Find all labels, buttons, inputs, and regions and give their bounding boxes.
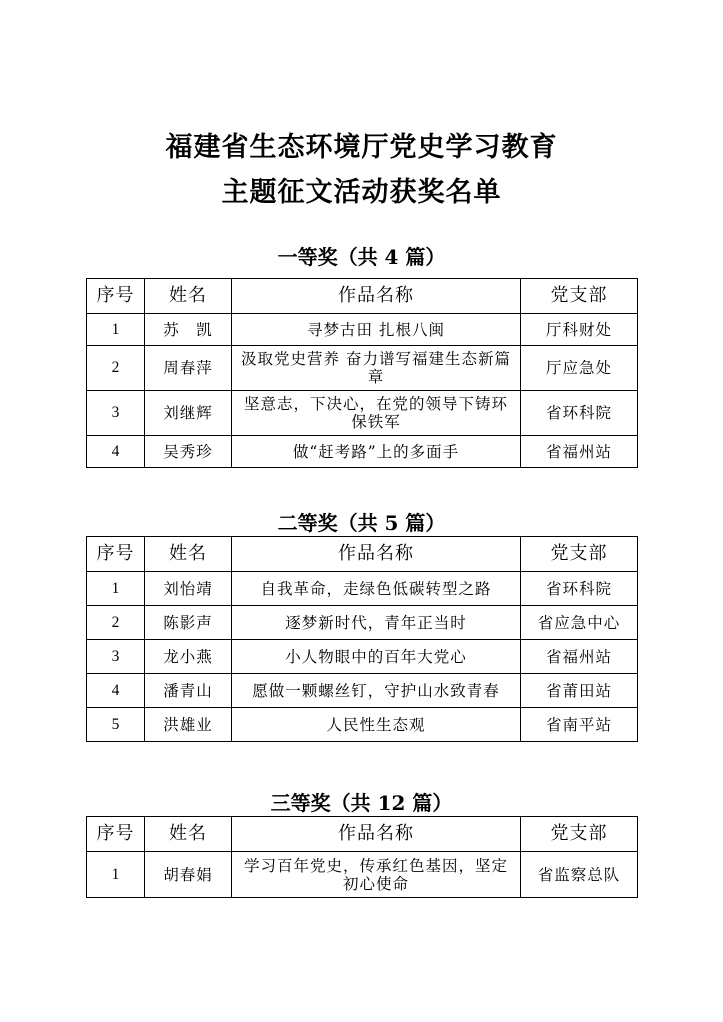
- row-branch: 省莆田站: [521, 674, 638, 708]
- row-index: 1: [87, 314, 145, 346]
- header-name: 姓名: [145, 537, 232, 572]
- row-branch: 厅应急处: [521, 346, 638, 391]
- section-heading-second-prize: 二等奖（共 5 篇）: [277, 511, 446, 535]
- row-index: 4: [87, 436, 145, 468]
- row-name: 苏 凯: [145, 314, 232, 346]
- row-work: 做“赶考路”上的多面手: [232, 436, 521, 468]
- row-index: 3: [87, 640, 145, 674]
- header-name: 姓名: [145, 279, 232, 314]
- row-name: 刘继辉: [145, 391, 232, 436]
- row-index: 4: [87, 674, 145, 708]
- header-branch: 党支部: [521, 537, 638, 572]
- row-work: 寻梦古田 扎根八闽: [232, 314, 521, 346]
- table-row: [87, 314, 638, 346]
- table-header-row: [87, 537, 638, 572]
- row-name: 刘怡靖: [145, 572, 232, 606]
- row-branch: 省环科院: [521, 572, 638, 606]
- row-branch: 省环科院: [521, 391, 638, 436]
- row-work: 人民性生态观: [232, 708, 521, 742]
- row-index: 3: [87, 391, 145, 436]
- row-name: 胡春娟: [145, 852, 232, 898]
- table-header-row: [87, 279, 638, 314]
- table-row: [87, 708, 638, 742]
- table-row: [87, 436, 638, 468]
- section-heading-first-prize: 一等奖（共 4 篇）: [277, 245, 446, 269]
- table-row: [87, 852, 638, 898]
- header-work: 作品名称: [232, 279, 521, 314]
- header-index: 序号: [87, 817, 145, 852]
- table-row: [87, 391, 638, 436]
- row-branch: 厅科财处: [521, 314, 638, 346]
- table-row: [87, 640, 638, 674]
- row-name: 吴秀珍: [145, 436, 232, 468]
- row-branch: 省监察总队: [521, 852, 638, 898]
- row-name: 洪雄业: [145, 708, 232, 742]
- row-name: 潘青山: [145, 674, 232, 708]
- table-header-row: [87, 817, 638, 852]
- row-name: 龙小燕: [145, 640, 232, 674]
- first-prize-table: [86, 278, 638, 468]
- second-prize-table: [86, 536, 638, 742]
- document-title-line-1: 福建省生态环境厅党史学习教育: [165, 132, 558, 163]
- row-branch: 省福州站: [521, 640, 638, 674]
- table-row: [87, 674, 638, 708]
- row-work: 小人物眼中的百年大党心: [232, 640, 521, 674]
- header-work: 作品名称: [232, 537, 521, 572]
- document-title-line-2: 主题征文活动获奖名单: [221, 177, 502, 208]
- row-branch: 省应急中心: [521, 606, 638, 640]
- section-heading-third-prize: 三等奖（共 12 篇）: [270, 791, 453, 815]
- header-index: 序号: [87, 537, 145, 572]
- row-index: 5: [87, 708, 145, 742]
- row-branch: 省福州站: [521, 436, 638, 468]
- row-work: 汲取党史营养 奋力谱写福建生态新篇章: [232, 346, 521, 391]
- table-row: [87, 572, 638, 606]
- table-row: [87, 346, 638, 391]
- header-name: 姓名: [145, 817, 232, 852]
- row-work: 自我革命，走绿色低碳转型之路: [232, 572, 521, 606]
- header-index: 序号: [87, 279, 145, 314]
- row-work: 愿做一颗螺丝钉，守护山水致青春: [232, 674, 521, 708]
- header-branch: 党支部: [521, 279, 638, 314]
- row-work: 坚意志，下决心，在党的领导下铸环保铁军: [232, 391, 521, 436]
- row-index: 1: [87, 572, 145, 606]
- row-work: 学习百年党史，传承红色基因，坚定初心使命: [232, 852, 521, 898]
- header-work: 作品名称: [232, 817, 521, 852]
- row-index: 1: [87, 852, 145, 898]
- table-row: [87, 606, 638, 640]
- row-name: 周春萍: [145, 346, 232, 391]
- third-prize-table: [86, 816, 638, 898]
- row-index: 2: [87, 606, 145, 640]
- row-work: 逐梦新时代，青年正当时: [232, 606, 521, 640]
- row-name: 陈影声: [145, 606, 232, 640]
- header-branch: 党支部: [521, 817, 638, 852]
- row-index: 2: [87, 346, 145, 391]
- row-branch: 省南平站: [521, 708, 638, 742]
